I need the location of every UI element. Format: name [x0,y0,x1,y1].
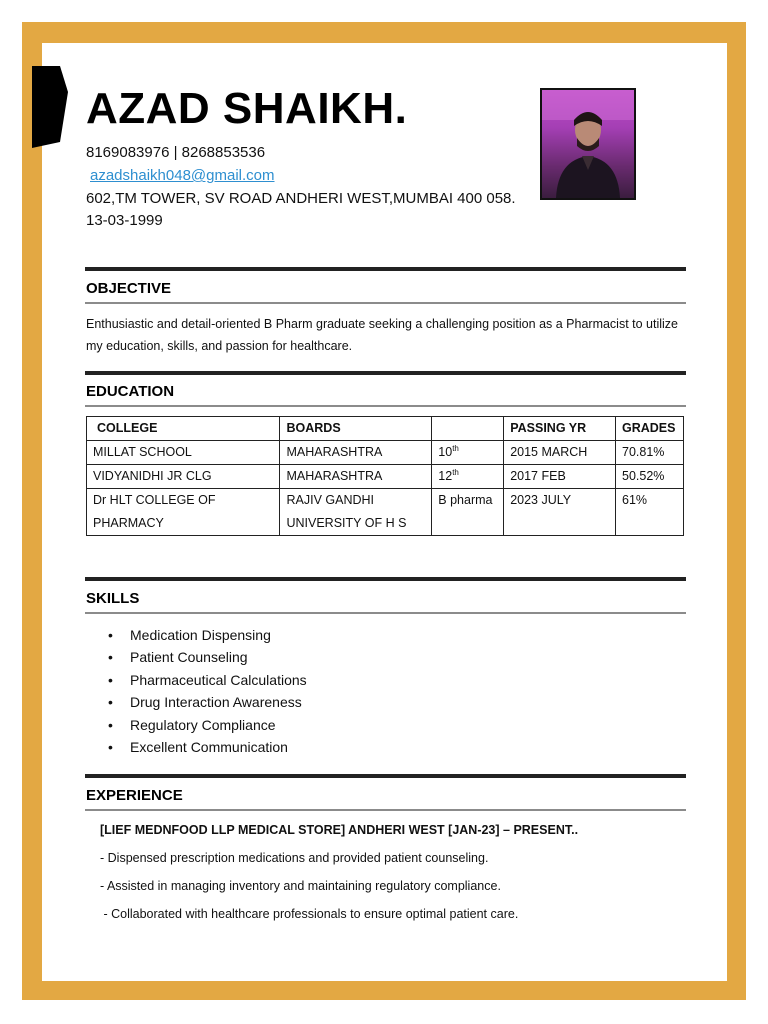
photo-image [542,90,634,198]
year-cell: 2015 MARCH [504,441,616,465]
table-row [87,441,684,465]
section-underline [85,809,686,811]
list-item: • Excellent Communication [108,736,307,758]
level-value: 12 [438,469,453,483]
column-header-college: COLLEGE [87,417,280,441]
section-divider [85,774,686,778]
education-table [86,416,684,536]
column-header-boards: BOARDS [280,417,432,441]
education-heading: EDUCATION [86,383,175,400]
person-portrait-icon [542,90,634,198]
table-row [87,465,684,489]
tab-shape-icon [32,66,72,150]
section-divider [85,577,686,581]
college-cell: VIDYANIDHI JR CLG [87,465,280,489]
college-cell [87,489,280,536]
level-cell [432,465,504,489]
section-divider [85,267,686,271]
date-of-birth: 13-03-1999 [86,212,163,229]
year-cell: 2017 FEB [504,465,616,489]
list-item: • Pharmaceutical Calculations [108,669,307,691]
year-cell: 2023 JULY [504,489,616,536]
table-header-row [87,417,684,441]
board-line: RAJIV GANDHI [286,493,374,507]
objective-heading: OBJECTIVE [86,280,172,297]
table-row [87,489,684,536]
grade-cell: 50.52% [616,465,684,489]
section-divider [85,371,686,375]
section-underline [85,405,686,407]
phone-numbers: 8169083976 | 8268853536 [86,144,266,161]
email-text[interactable]: azadshaikh048@gmail.com [90,167,275,184]
profile-photo [540,88,636,200]
job-title: [LIEF MEDNFOOD LLP MEDICAL STORE] ANDHERI WEST [JAN-23] – PRESENT.. [100,823,579,837]
college-line: Dr HLT COLLEGE OF [93,493,216,507]
objective-line: Enthusiastic and detail-oriented B Pharm graduate seeking a challenging position as a Pharmacist to utilize [86,317,679,331]
level-cell: B pharma [432,489,504,536]
job-duty: - Assisted in managing inventory and maintaining regulatory compliance. [100,879,501,893]
column-header-level [432,417,504,441]
candidate-name: AZAD SHAIKH. [86,84,408,133]
college-line: PHARMACY [93,516,164,530]
grade-cell: 70.81% [616,441,684,465]
section-underline [85,612,686,614]
email-link[interactable] [90,167,275,184]
level-value: 10 [438,445,453,459]
board-cell [280,489,432,536]
job-duty: - Collaborated with healthcare professionals to ensure optimal patient care. [100,907,519,921]
column-header-passing-year: PASSING YR [504,417,616,441]
objective-text [86,313,686,357]
address: 602,TM TOWER, SV ROAD ANDHERI WEST,MUMBAI 400 058. [86,190,516,207]
list-item: • Drug Interaction Awareness [108,691,307,713]
list-item: • Medication Dispensing [108,624,307,646]
board-cell: MAHARASHTRA [280,441,432,465]
skills-list [108,624,307,758]
level-cell [432,441,504,465]
column-header-grades: GRADES [616,417,684,441]
skills-heading: SKILLS [86,590,140,607]
list-item: • Patient Counseling [108,646,307,668]
board-line: UNIVERSITY OF H S [286,516,407,530]
level-suffix: th [452,467,459,477]
college-cell: MILLAT SCHOOL [87,441,280,465]
level-suffix: th [452,443,459,453]
experience-heading: EXPERIENCE [86,787,183,804]
objective-line: my education, skills, and passion for healthcare. [86,339,353,353]
grade-cell: 61% [616,489,684,536]
section-underline [85,302,686,304]
job-duty: - Dispensed prescription medications and provided patient counseling. [100,851,489,865]
list-item: • Regulatory Compliance [108,714,307,736]
board-cell: MAHARASHTRA [280,465,432,489]
